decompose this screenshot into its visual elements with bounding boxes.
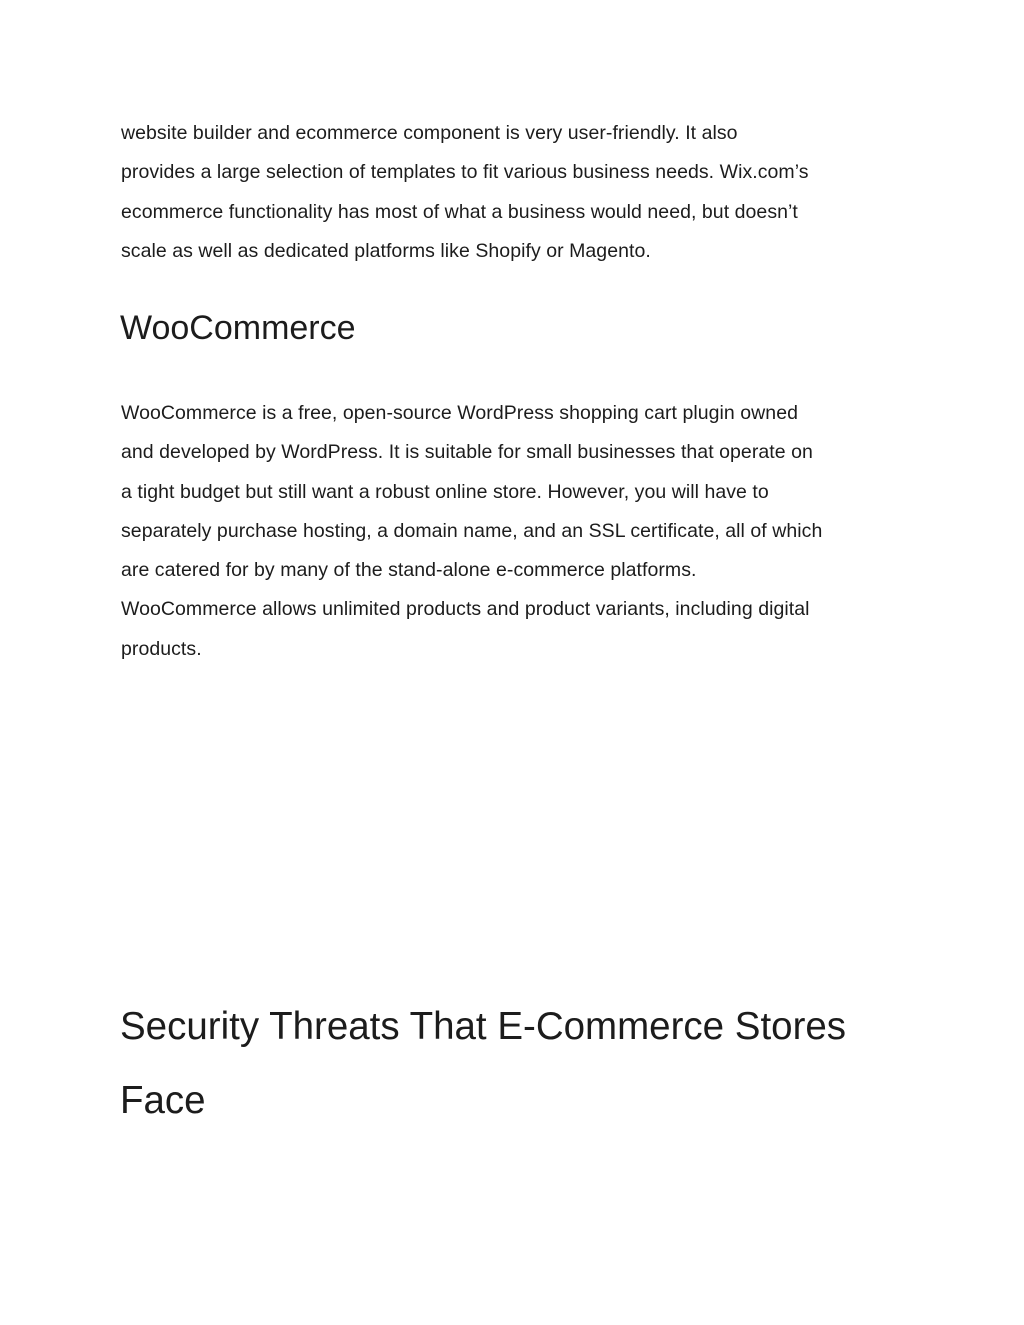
paragraph-line: separately purchase hosting, a domain name, and an SSL certificate, all of which xyxy=(121,519,823,542)
paragraph-line: scale as well as dedicated platforms like Shopify or Magento. xyxy=(121,239,651,262)
paragraph-line: and developed by WordPress. It is suitable for small businesses that operate on xyxy=(121,441,813,464)
heading-line: Security Threats That E-Commerce Stores xyxy=(120,1005,847,1048)
security-threats-heading xyxy=(120,990,846,1138)
paragraph-line: WooCommerce is a free, open-source WordPress shopping cart plugin owned xyxy=(121,402,798,424)
woocommerce-heading: WooCommerce xyxy=(120,309,356,347)
paragraph-line: provides a large selection of templates to fit various business needs. Wix.com’s xyxy=(121,161,809,184)
paragraph-line: ecommerce functionality has most of what a business would need, but doesn’t xyxy=(121,200,798,223)
paragraph-line: products. xyxy=(121,637,202,660)
paragraph-line: a tight budget but still want a robust online store. However, you will have to xyxy=(121,480,769,503)
paragraph-line: WooCommerce allows unlimited products and product variants, including digital xyxy=(121,598,810,621)
woocommerce-paragraph xyxy=(121,394,911,669)
heading-line: Face xyxy=(120,1079,206,1122)
paragraph-line: are catered for by many of the stand-alone e-commerce platforms. xyxy=(121,559,697,582)
paragraph-line: website builder and ecommerce component is very user-friendly. It also xyxy=(121,122,738,144)
intro-paragraph xyxy=(121,114,911,271)
